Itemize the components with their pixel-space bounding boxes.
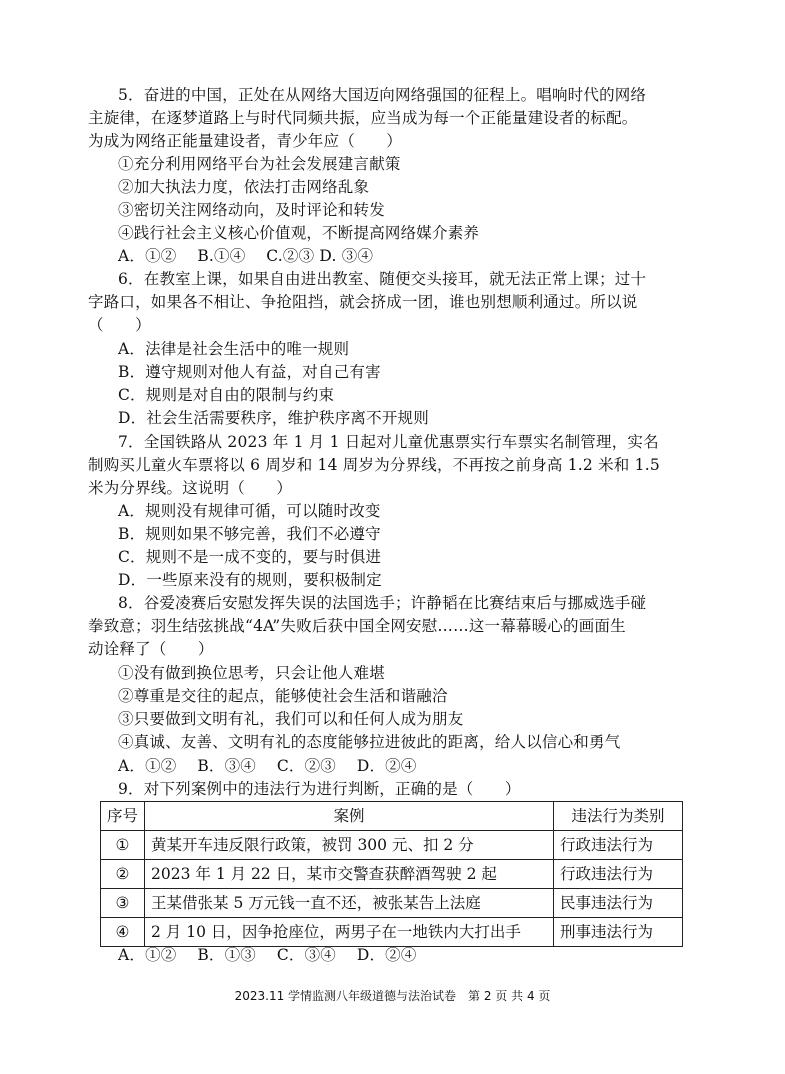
row-index: ① <box>101 831 145 860</box>
q8-item-4: ④真诚、友善、文明有礼的态度能够拉进彼此的距离，给人以信心和勇气 <box>118 733 621 751</box>
q6-stem-line-2: 字路口，如果各不相让、争抢阻挡，就会挤成一团，谁也别想顺利通过。所以说 <box>88 293 638 311</box>
row-category: 刑事违法行为 <box>554 918 683 947</box>
q8-item-1: ①没有做到换位思考，只会让他人难堪 <box>118 664 385 682</box>
q9-stem: 9．对下列案例中的违法行为进行判断，正确的是（ ） <box>118 780 521 798</box>
row-case: 2023 年 1 月 22 日，某市交警查获醉酒驾驶 2 起 <box>145 860 554 889</box>
q7-option-a: A．规则没有规律可循，可以随时改变 <box>118 502 381 520</box>
q8-stem-line-1: 8．谷爱凌赛后安慰发挥失误的法国选手；许静韬在比赛结束后与挪威选手碰 <box>118 594 647 612</box>
row-case: 黄某开车违反限行政策，被罚 300 元、扣 2 分 <box>145 831 554 860</box>
q8-choices: A．①② B．③④ C．②③ D．②④ <box>118 757 417 775</box>
q5-stem-line-3: 为成为网络正能量建设者，青少年应（ ） <box>88 132 403 150</box>
table-row <box>101 860 683 889</box>
row-index: ④ <box>101 918 145 947</box>
q7-option-d: D．一些原来没有的规则，要积极制定 <box>118 571 382 589</box>
row-case: 王某借张某 5 万元钱一直不还，被张某告上法庭 <box>145 889 554 918</box>
row-index: ② <box>101 860 145 889</box>
q5-item-3: ③密切关注网络动向，及时评论和转发 <box>118 201 385 219</box>
q6-option-b: B．遵守规则对他人有益，对自己有害 <box>118 363 381 381</box>
row-category: 行政违法行为 <box>554 860 683 889</box>
q8-item-3: ③只要做到文明有礼，我们可以和任何人成为朋友 <box>118 710 464 728</box>
q8-stem-line-3: 动诠释了（ ） <box>88 640 214 658</box>
q6-option-c: C．规则是对自由的限制与约束 <box>118 386 335 404</box>
q7-stem-line-1: 7．全国铁路从 2023 年 1 月 1 日起对儿童优惠票实行车票实名制管理，实名 <box>118 433 659 451</box>
q8-stem-line-2: 拳致意；羽生结弦挑战“4A”失败后获中国全网安慰……这一幕幕暖心的画面生 <box>88 617 626 635</box>
q7-stem-line-3: 米为分界线。这说明（ ） <box>88 479 293 497</box>
row-category: 民事违法行为 <box>554 889 683 918</box>
q5-item-2: ②加大执法力度，依法打击网络乱象 <box>118 178 370 196</box>
q8-item-2: ②尊重是交往的起点，能够使社会生活和谐融洽 <box>118 687 448 705</box>
row-index: ③ <box>101 889 145 918</box>
table-header-row <box>101 802 683 831</box>
header-index: 序号 <box>101 802 145 831</box>
table-row <box>101 889 683 918</box>
q7-option-c: C．规则不是一成不变的，要与时俱进 <box>118 548 382 566</box>
q5-choices: A．①② B.①④ C.②③ D. ③④ <box>118 247 374 265</box>
page-footer: 2023.11 学情监测八年级道德与法治试卷 第 2 页 共 4 页 <box>234 989 551 1003</box>
table-row <box>101 831 683 860</box>
q5-stem-line-1: 5．奋进的中国，正处在从网络大国迈向网络强国的征程上。唱响时代的网络 <box>118 86 647 104</box>
q6-option-a: A．法律是社会生活中的唯一规则 <box>118 340 350 358</box>
case-table <box>100 801 683 947</box>
q5-item-4: ④践行社会主义核心价值观，不断提高网络媒介素养 <box>118 224 480 242</box>
q6-stem-line-3: （ ） <box>88 316 151 334</box>
q7-stem-line-2: 制购买儿童火车票将以 6 周岁和 14 周岁为分界线，不再按之前身高 1.2 米和 1.5 <box>88 456 660 474</box>
row-case: 2 月 10 日，因争抢座位，两男子在一地铁内大打出手 <box>145 918 554 947</box>
q6-option-d: D．社会生活需要秩序，维护秩序离不开规则 <box>118 409 429 427</box>
q5-item-1: ①充分利用网络平台为社会发展建言献策 <box>118 155 401 173</box>
q5-stem-line-2: 主旋律，在逐梦道路上与时代同频共振，应当成为每一个正能量建设者的标配。 <box>88 109 638 127</box>
header-category: 违法行为类别 <box>554 802 683 831</box>
q9-choices: A．①② B．①③ C．③④ D．②④ <box>118 946 417 964</box>
header-case: 案例 <box>145 802 554 831</box>
table-row <box>101 918 683 947</box>
q6-stem-line-1: 6．在教室上课，如果自由进出教室、随便交头接耳，就无法正常上课；过十 <box>118 270 647 288</box>
q7-option-b: B．规则如果不够完善，我们不必遵守 <box>118 525 381 543</box>
row-category: 行政违法行为 <box>554 831 683 860</box>
